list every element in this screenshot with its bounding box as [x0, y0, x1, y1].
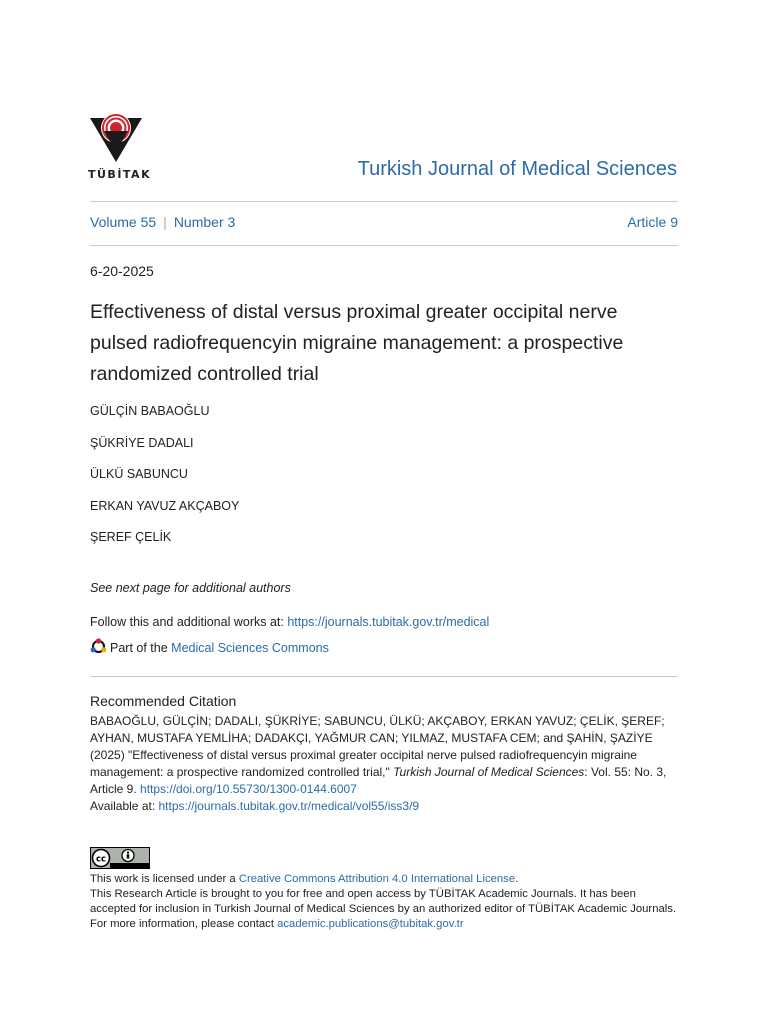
citation-text: BABAOĞLU, GÜLÇİN; DADALI, ŞÜKRİYE; SABUNCU, ÜLKÜ; AKÇABOY, ERKAN YAVUZ; ÇELİK, ŞEREF; AYHAN, MUSTAFA YEMLİHA; DADAKÇI, YAĞMUR CAN; YILMAZ, MUSTAFA CEM; and ŞAHİN, ŞAZİYE (2025) "Effectiveness of distal versus proximal greater occipital nerve pulsed radiofrequencyin migraine management: a prospective randomized controlled trial,": [90, 714, 665, 779]
author-name: ÜLKÜ SABUNCU: [90, 467, 188, 481]
separator: |: [163, 214, 167, 230]
available-label: Available at:: [90, 799, 159, 813]
citation-journal: Turkish Journal of Medical Sciences: [393, 765, 585, 779]
follow-url-link[interactable]: https://journals.tubitak.gov.tr/medical: [287, 615, 490, 629]
tubitak-logo-icon: [88, 106, 144, 166]
more-authors-note: See next page for additional authors: [90, 581, 291, 595]
follow-label: Follow this and additional works at:: [90, 615, 288, 629]
recommended-citation: [90, 713, 680, 815]
network-commons-icon: [90, 638, 107, 655]
cc-license-link[interactable]: Creative Commons Attribution 4.0 International License: [238, 873, 516, 885]
medical-sciences-commons-link[interactable]: Medical Sciences Commons: [171, 641, 329, 655]
number-link[interactable]: Number 3: [173, 214, 236, 230]
divider: [90, 201, 678, 202]
license-text: This work is licensed under a: [90, 873, 239, 885]
author-name: ŞEREF ÇELİK: [90, 530, 172, 544]
article-link[interactable]: Article 9: [627, 214, 678, 230]
access-statement: This Research Article is brought to you for free and open access by TÜBİTAK Academic Journals. It has been accepted for inclusion in Turkish Journal of Medical Sciences by an authorized editor of TÜBİTAK Academic Journals. For more information, please contact: [90, 888, 677, 930]
publication-date: 6-20-2025: [90, 263, 154, 279]
available-url-link[interactable]: https://journals.tubitak.gov.tr/medical/vol55/iss3/9: [158, 799, 420, 813]
author-name: ŞÜKRİYE DADALI: [90, 435, 194, 450]
author-list: [90, 404, 590, 562]
divider: [90, 676, 678, 677]
article-title: Effectiveness of distal versus proximal greater occipital nerve pulsed radiofrequencyin migraine management: a prospective randomized controlled trial: [90, 301, 624, 385]
divider: [90, 245, 678, 246]
part-of-line: [90, 638, 329, 658]
doi-link[interactable]: https://doi.org/10.55730/1300-0144.6007: [140, 782, 357, 796]
recommended-citation-heading: Recommended Citation: [90, 693, 237, 709]
author-name: ERKAN YAVUZ AKÇABOY: [90, 498, 240, 513]
svg-text:cc: cc: [95, 854, 107, 865]
license-text-end: .: [515, 873, 519, 885]
contact-email-link[interactable]: academic.publications@tubitak.gov.tr: [277, 918, 464, 930]
volume-link[interactable]: Volume 55: [90, 214, 157, 230]
license-statement: [90, 872, 680, 932]
author-name: GÜLÇİN BABAOĞLU: [90, 404, 210, 418]
part-of-label: Part of the: [110, 641, 172, 655]
cc-by-license-icon[interactable]: [90, 847, 150, 869]
logo-text: TÜBİTAK: [88, 168, 152, 181]
journal-title-link[interactable]: Turkish Journal of Medical Sciences: [357, 158, 677, 180]
citation-volume: : Vol. 55: No. 3, Article 9.: [90, 765, 667, 796]
issue-bar: [90, 214, 678, 232]
tubitak-logo: [88, 106, 152, 182]
follow-line: [90, 615, 489, 629]
